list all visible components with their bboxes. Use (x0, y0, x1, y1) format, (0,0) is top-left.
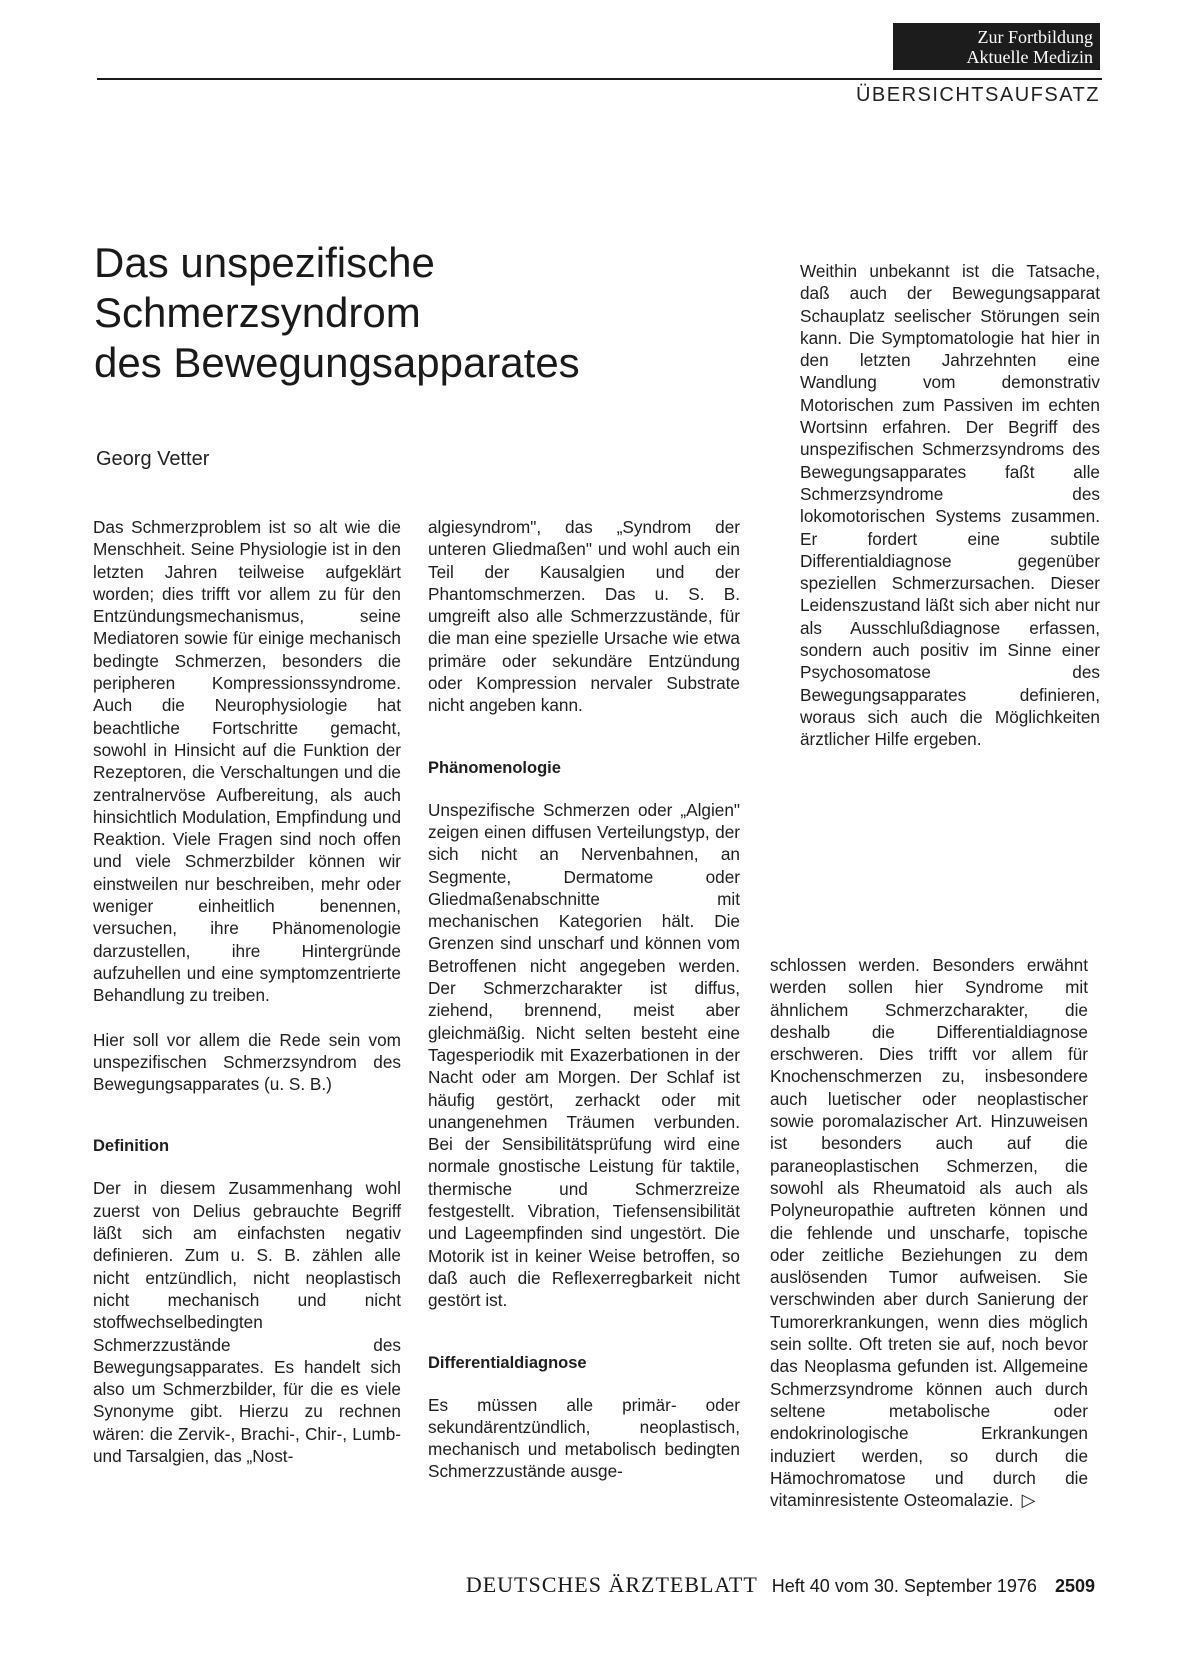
paragraph-intro: Das Schmerzproblem ist so alt wie die Menschheit. Seine Physiologie ist in den letzten Jahren teilweise aufgeklärt worden; dies trifft vor allem zu für den Entzündungsmechanismus, seine Mediatoren sowie für einige mechanisch bedingte Schmerzen, besonders die peripheren Kompressionssyndrome. Auch die Neurophysiologie hat beachtliche Fortschritte gemacht, sowohl in Hinsicht auf die Funktion der Rezeptoren, die Verschaltungen und die zentralnervöse Aufbereitung, als auch hinsichtlich Modulation, Empfindung und Reaktion. Viele Fragen sind noch offen und viele Schmerzbilder können wir einstweilen nur beschreiben, mehr oder weniger einheitlich benennen, versuchen, ihre Phänomenologie darzustellen, ihre Hintergründe aufzuhellen und eine symptomzentrierte Behandlung zu treiben. (93, 517, 401, 1006)
body-column-2 (428, 516, 740, 1483)
heading-phaenomenologie: Phänomenologie (428, 758, 561, 777)
paragraph-scope: Hier soll vor allem die Rede sein vom unspezifischen Schmerzsyndrom des Bewegungsapparates (u. S. B.) (93, 1029, 401, 1095)
title-line-2: Schmerzsyndrom (94, 289, 421, 336)
badge-line-1: Zur Fortbildung (977, 27, 1093, 47)
paragraph-differential-continued (770, 954, 1088, 1511)
abstract (800, 260, 1100, 751)
article-title (94, 238, 714, 388)
continue-arrow-icon: ▷ (1021, 1490, 1036, 1511)
heading-definition: Definition (93, 1137, 170, 1156)
journal-name: DEUTSCHES ÄRZTEBLATT (465, 1572, 758, 1597)
author-name: Georg Vetter (96, 448, 210, 470)
heading-differentialdiagnose: Differentialdiagnose (428, 1353, 587, 1372)
body-column-1 (93, 516, 401, 1467)
category-badge (893, 23, 1100, 70)
page-number: 2509 (1054, 1576, 1095, 1596)
paragraph-differential-text: schlossen werden. Besonders erwähnt werden sollen hier Syndrome mit ähnlichem Schmerzcharakter, die deshalb die Differentialdiagnose erschweren. Dies trifft vor allem für Knochenschmerzen zu, insbesondere auch luetischer oder neoplastischer sowie poromalazischer Art. Hinzuweisen ist besonders auch auf die paraneoplastischen Schmerzen, die sowohl als Rheumatoid als auch als Polyneuropathie auftreten können und die fehlende und unscharfe, topische oder zeitliche Beziehungen zu dem auslösenden Tumor aufweisen. Sie verschwinden aber durch Sanierung der Tumorerkrankungen, wenn dies möglich sein sollte. Oft treten sie auf, noch bevor das Neoplasma gefunden ist. Allgemeine Schmerzsyndrome können auch durch seltene metabolische oder endokrinologische Erkrankungen induziert werden, so durch die Hämochromatose und durch die vitaminresistente Osteomalazie. (770, 955, 1088, 1511)
title-line-3: des Bewegungsapparates (94, 339, 580, 386)
badge-line-2: Aktuelle Medizin (966, 47, 1093, 67)
header-rule (97, 78, 1102, 80)
abstract-text: Weithin unbekannt ist die Tatsache, daß auch der Bewegungsapparat Schauplatz seelischer Störungen sein kann. Die Symptomatologie hat hier in den letzten Jahrzehnten eine Wandlung vom demonstrativ Motorischen zum Passiven im echten Wortsinn erfahren. Der Begriff des unspezifischen Schmerzsyndroms des Bewegungsapparates faßt alle Schmerzsyndrome des lokomotorischen Systems zusammen. Er fordert eine subtile Differentialdiagnose gegenüber speziellen Schmerzursachen. Dieser Leidenszustand läßt sich aber nicht nur als Ausschlußdiagnose erfassen, sondern auch positiv im Sinne einer Psychosomatose des Bewegungsapparates definieren, woraus sich auch die Möglichkeiten ärztlicher Hilfe ergeben. (800, 261, 1100, 750)
section-label: ÜBERSICHTSAUFSATZ (855, 84, 1100, 106)
paragraph-definition: Der in diesem Zusammenhang wohl zuerst von Delius gebrauchte Begriff läßt sich am einfachsten negativ definieren. Zum u. S. B. zählen alle nicht entzündlich, nicht neoplastisch nicht mechanisch und nicht stoffwechselbedingten Schmerzzustände des Bewegungsapparates. Es handelt sich also um Schmerzbilder, für die es viele Synonyme gibt. Hierzu zu rechnen wären: die Zervik-, Brachi-, Chir-, Lumb- und Tarsalgien, das „Nost- (93, 1178, 401, 1466)
paragraph-differentialdiagnose: Es müssen alle primär- oder sekundärentzündlich, neoplastisch, mechanisch und metabolisch bedingten Schmerzzustände ausge- (428, 1394, 740, 1482)
body-column-3 (770, 954, 1088, 1511)
paragraph-synonyms: algiesyndrom", das „Syndrom der unteren Gliedmaßen" und wohl auch ein Teil der Kausalgien und der Phantomschmerzen. Das u. S. B. umgreift also alle Schmerzzustände, für die man eine spezielle Ursache wie etwa primäre oder sekundäre Entzündung oder Kompression nervaler Substrate nicht angeben kann. (428, 517, 740, 716)
page-footer (0, 1572, 1095, 1598)
paragraph-phaenomenologie: Unspezifische Schmerzen oder „Algien" zeigen einen diffusen Verteilungstyp, der sich nicht an Nervenbahnen, an Segmente, Dermatome oder Gliedmaßenabschnitte mit mechanischen Kategorien hält. Die Grenzen sind unscharf und können vom Betroffenen nicht angegeben werden. Der Schmerzcharakter ist diffus, ziehend, brennend, meist aber gleichmäßig. Nicht selten besteht eine Tagesperiodik mit Exazerbationen in der Nacht oder am Morgen. Der Schlaf ist häufig gestört, zerhackt oder mit unangenehmen Träumen verbunden. Bei der Sensibilitätsprüfung wird eine normale gnostische Leistung für taktile, thermische und Schmerzreize festgestellt. Vibration, Tiefensensibilität und Lageempfinden sind ungestört. Die Motorik ist in keiner Weise betroffen, so daß auch die Reflexerregbarkeit nicht gestört ist. (428, 799, 740, 1311)
issue-info: Heft 40 vom 30. September 1976 (771, 1576, 1037, 1596)
title-line-1: Das unspezifische (94, 239, 435, 286)
